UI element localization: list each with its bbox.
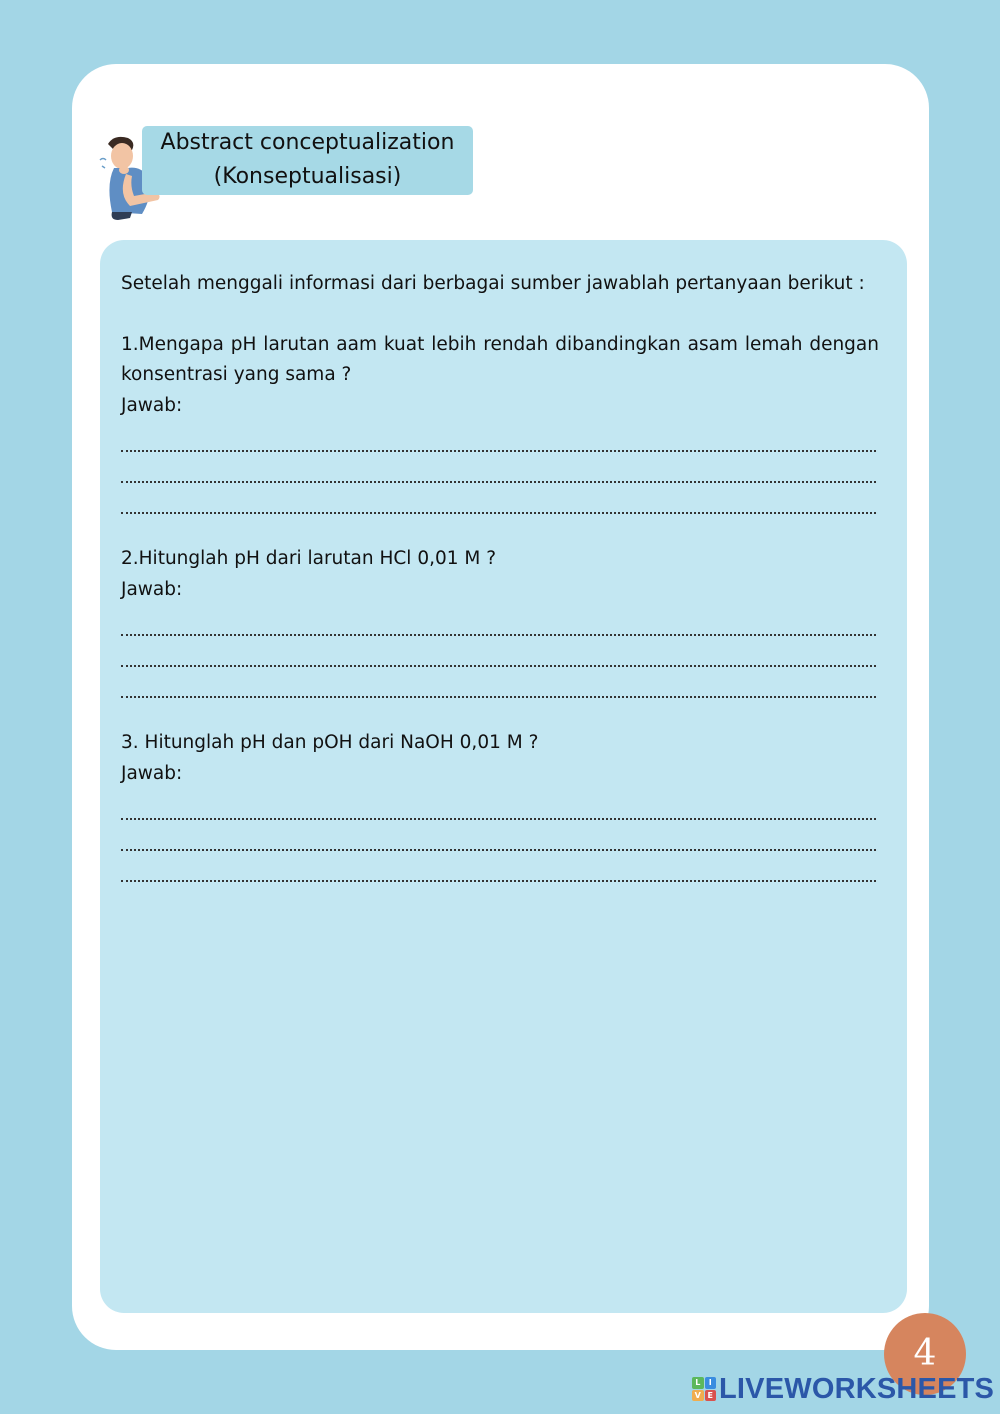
answer-line[interactable] [121, 667, 876, 698]
answer-line[interactable] [121, 636, 876, 667]
liveworksheets-icon: L I V E [692, 1377, 716, 1401]
page-number-badge: 4 [884, 1313, 966, 1395]
question-block [121, 728, 879, 882]
answer-label: Jawab: [121, 394, 183, 416]
liveworksheets-logo [692, 1372, 994, 1406]
question-block [121, 544, 879, 698]
question-text: 1.Mengapa pH larutan aam kuat lebih rendah dibandingkan asam lemah dengan konsentrasi yang sama ? [121, 333, 879, 385]
question-block [121, 330, 879, 515]
section-subtitle: (Konseptualisasi) [213, 164, 402, 189]
answer-line[interactable] [121, 789, 876, 820]
answer-label: Jawab: [121, 762, 183, 784]
answer-line[interactable] [121, 605, 876, 636]
answer-line[interactable] [121, 851, 876, 882]
answer-line[interactable] [121, 452, 876, 483]
answer-label: Jawab: [121, 578, 183, 600]
section-title-box [142, 126, 473, 195]
watermark-text: LIVEWORKSHEETS [719, 1372, 995, 1405]
answer-line[interactable] [121, 421, 876, 452]
questions-area [121, 269, 879, 882]
question-text: 2.Hitunglah pH dari larutan HCl 0,01 M ? [121, 548, 497, 569]
question-text: 3. Hitunglah pH dan pOH dari NaOH 0,01 M ? [121, 732, 539, 753]
instructions-text: Setelah menggali informasi dari berbagai sumber jawablah pertanyaan berikut : [121, 273, 865, 294]
answer-line[interactable] [121, 820, 876, 851]
answer-line[interactable] [121, 483, 876, 514]
section-title: Abstract conceptualization [160, 130, 455, 155]
